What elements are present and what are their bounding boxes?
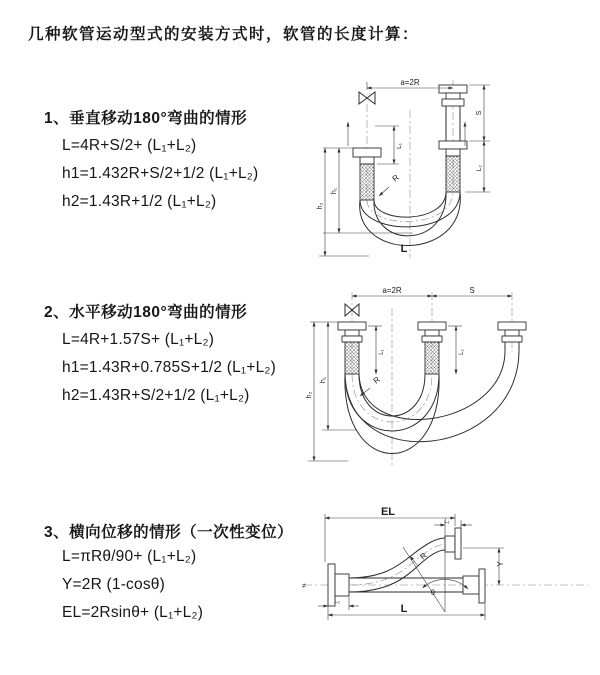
section-3-formula-L: L=πRθ/90+ (L₁+L₂) <box>62 548 197 565</box>
dim-label-L1: L₁ <box>396 143 403 149</box>
section-2-formula-L: L=4R+1.57S+ (L₁+L₂) <box>62 331 215 348</box>
dim-label-R: R <box>418 550 429 562</box>
section-1-formula-h1: h1=1.432R+S/2+1/2 (L₁+L₂) <box>62 165 259 182</box>
dim-label-L1: L₁ <box>379 349 385 355</box>
section-3-heading: 3、横向位移的情形（一次性变位） <box>44 524 294 541</box>
centerline-mark: ≠ <box>302 583 306 590</box>
dim-label-L2: L₂ <box>476 164 483 172</box>
section-3-formula-Y: Y=2R (1-cosθ) <box>62 576 165 593</box>
diagram-lateral-displacement <box>296 498 595 665</box>
dim-label-a2r: a=2R <box>400 78 420 87</box>
section-2-formula-h1: h1=1.43R+0.785S+1/2 (L₁+L₂) <box>62 359 276 376</box>
dim-label-h1: h₁ <box>320 376 327 384</box>
valve-icon <box>359 92 375 104</box>
dim-label-Y: Y <box>496 561 505 567</box>
dim-label-S: S <box>469 286 475 295</box>
hose-assembly <box>304 528 588 606</box>
section-3-formula-EL: EL=2Rsinθ+ (L₁+L₂) <box>62 604 204 621</box>
section-2-heading: 2、水平移动180°弯曲的情形 <box>44 304 248 321</box>
dim-label-R: R <box>371 374 382 386</box>
dim-label-h1: h₁ <box>331 187 338 195</box>
dim-label-S: S <box>476 110 483 116</box>
section-1-formula-L: L=4R+S/2+ (L₁+L₂) <box>62 137 197 154</box>
braid-section <box>360 164 374 200</box>
hose-assembly <box>338 292 526 466</box>
dim-label-h2: h₂ <box>317 202 324 210</box>
dim-label-a2r: a=2R <box>382 286 402 295</box>
diagram-horizontal-180-bend <box>298 280 595 470</box>
page-title: 几种软管运动型式的安装方式时，软管的长度计算： <box>28 26 420 43</box>
dim-label-L2: L₂ <box>334 599 340 605</box>
dimensions <box>306 286 512 461</box>
braid-section <box>425 342 439 374</box>
dim-label-EL: EL <box>380 506 396 518</box>
dim-label-h2: h₂ <box>306 391 313 399</box>
dim-label-R: R <box>390 172 401 184</box>
dim-label-L: L <box>400 243 408 255</box>
braid-section <box>345 342 359 374</box>
dim-label-L: L <box>400 603 408 615</box>
dim-label-L1: L₁ <box>444 519 450 525</box>
hose-assembly <box>353 80 467 258</box>
section-1-heading: 1、垂直移动180°弯曲的情形 <box>44 110 248 127</box>
dim-label-theta: θ <box>430 588 436 597</box>
diagram-vertical-180-bend <box>303 66 595 262</box>
dim-label-L2: L₂ <box>459 349 465 355</box>
section-1-formula-h2: h2=1.43R+1/2 (L₁+L₂) <box>62 193 217 210</box>
braid-section <box>446 156 460 192</box>
section-2-formula-h2: h2=1.43R+S/2+1/2 (L₁+L₂) <box>62 387 250 404</box>
